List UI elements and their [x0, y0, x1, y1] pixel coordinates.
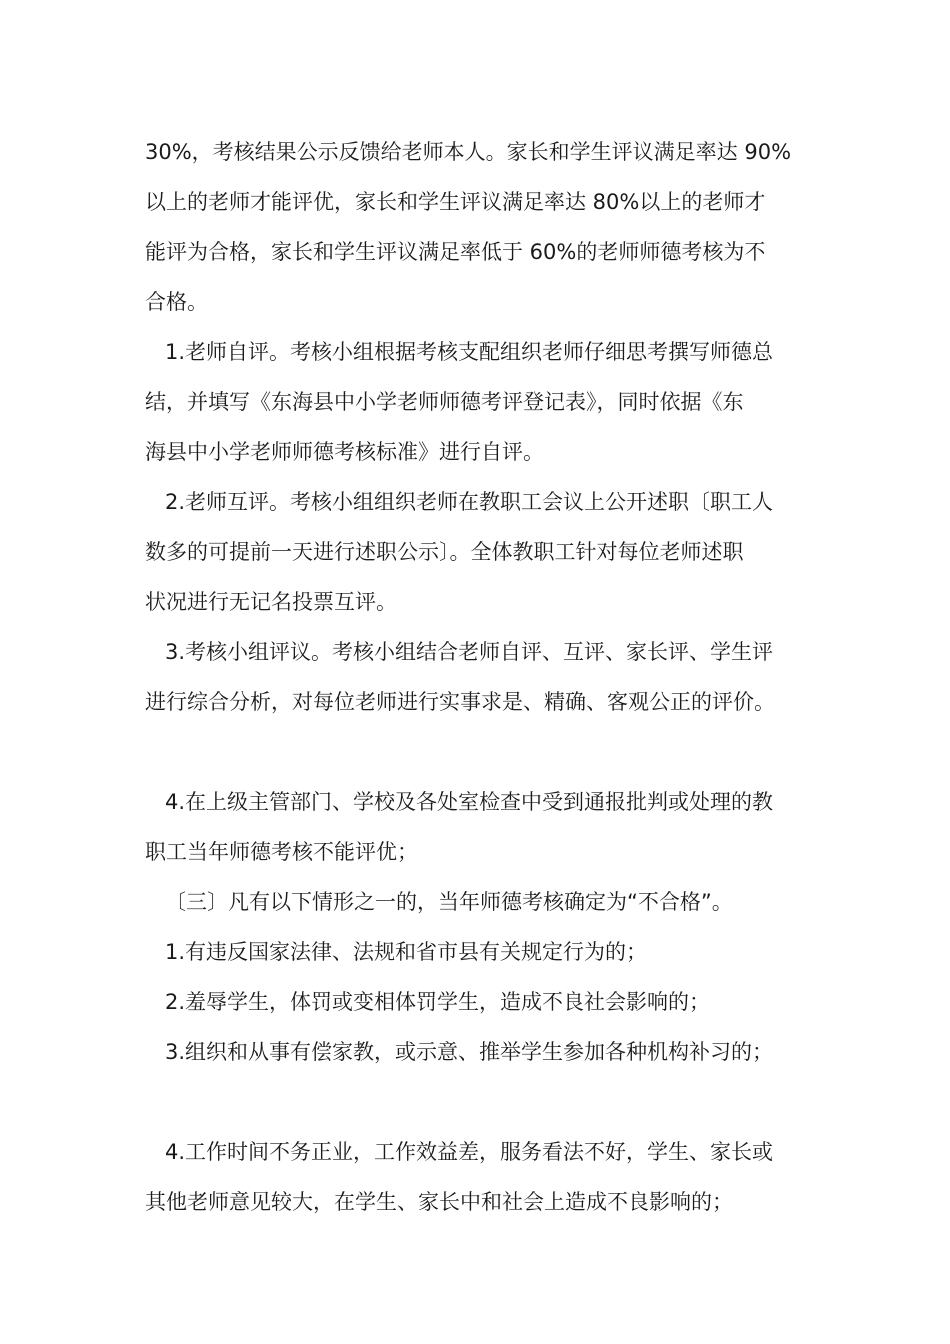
text-line: 其他老师意见较大，在学生、家长中和社会上造成不良影响的；: [145, 1190, 733, 1214]
document-body: [145, 127, 815, 1227]
text-line: 3.组织和从事有偿家教，或示意、推举学生参加各种机构补习的；: [165, 1040, 774, 1064]
list-item-law-violation: [145, 927, 815, 977]
paragraph-self-evaluation: [145, 327, 815, 477]
text-line: 结，并填写《东海县中小学老师师德考评登记表》，同时依据《东: [145, 390, 744, 414]
text-line: 4.在上级主管部门、学校及各处室检查中受到通报批判或处理的教: [165, 790, 774, 814]
text-line: 数多的可提前一天进行述职公示〕。全体教职工针对每位老师述职: [145, 540, 744, 564]
text-line: 能评为合格，家长和学生评议满足率低于 60%的老师师德考核为不: [145, 240, 766, 264]
list-item-poor-performance: [145, 1127, 815, 1227]
text-line: 海县中小学老师师德考核标准》进行自评。: [145, 440, 544, 464]
paragraph-group-review: [145, 627, 815, 727]
text-line: 3.考核小组评议。考核小组结合老师自评、互评、家长评、学生评: [165, 640, 774, 664]
paragraph-spacer: [145, 1077, 815, 1127]
text-line: 职工当年师德考核不能评优；: [145, 840, 418, 864]
paragraph-assessment-criteria: [145, 127, 815, 327]
text-line: 以上的老师才能评优，家长和学生评议满足率达 80%以上的老师才: [145, 190, 766, 214]
text-line: 〔三〕凡有以下情形之一的，当年师德考核确定为“不合格”。: [165, 890, 733, 914]
text-line: 状况进行无记名投票互评。: [145, 590, 397, 614]
text-line: 4.工作时间不务正业，工作效益差，服务看法不好，学生、家长或: [165, 1140, 774, 1164]
text-line: 1.老师自评。考核小组根据考核支配组织老师仔细思考撰写师德总: [165, 340, 774, 364]
text-line: 30%，考核结果公示反馈给老师本人。家长和学生评议满足率达 90%: [145, 140, 792, 164]
text-line: 合格。: [145, 290, 208, 314]
text-line: 2.老师互评。考核小组组织老师在教职工会议上公开述职〔职工人: [165, 490, 774, 514]
text-line: 进行综合分析，对每位老师进行实事求是、精确、客观公正的评价。: [145, 690, 775, 714]
text-line: 2.羞辱学生，体罚或变相体罚学生，造成不良社会影响的；: [165, 990, 711, 1014]
text-line: 1.有违反国家法律、法规和省市县有关规定行为的；: [165, 940, 648, 964]
paragraph-spacer: [145, 727, 815, 777]
paragraph-no-excellent: [145, 777, 815, 877]
paragraph-peer-evaluation: [145, 477, 815, 627]
list-item-student-abuse: [145, 977, 815, 1027]
list-item-paid-tutoring: [145, 1027, 815, 1077]
section-heading-unqualified: [145, 877, 815, 927]
